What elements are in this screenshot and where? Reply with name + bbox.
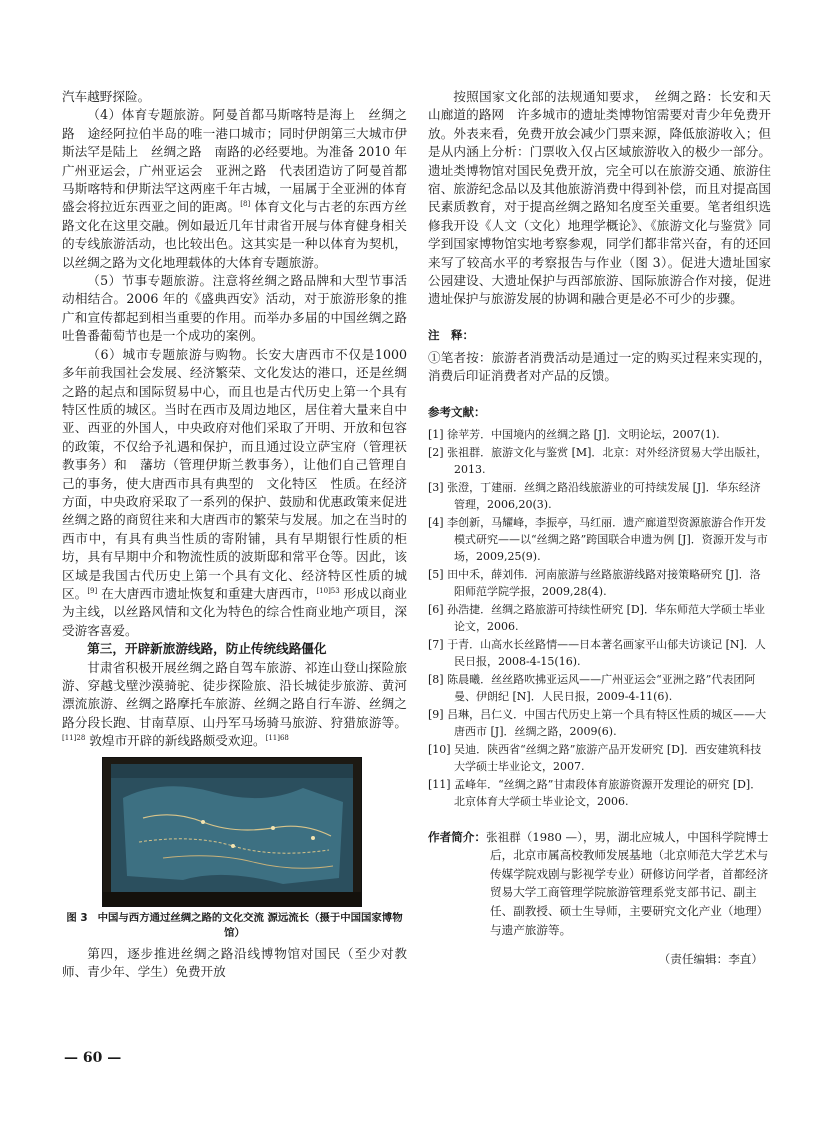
reference-item: [5] 田中禾，薛刘伟．河南旅游与丝路旅游线路对接策略研究 [J]．洛阳师范学院学报，2009,28(4). [428,567,761,598]
reference-item: [4] 李创新，马耀峰，李振亭，马红丽．遗产廊道型资源旅游合作开发模式研究——以“丝绸之路”跨国联合申遗为例 [J]．资源开发与市场，2009,25(9). [428,515,768,563]
citation-8: [8] [240,200,251,209]
references-title: 参考文献： [428,404,486,419]
right-column [428,88,771,967]
paragraph-sports-tourism: （4）体育专题旅游。阿曼首都马斯喀特是海上 丝绸之路 途经阿拉伯半岛的唯一港口城市；同时伊朗第三大城市伊斯法罕是陆上 丝绸之路 南路的必经要地。为准备 2010 年广州亚运会，广州亚运会 亚洲之路 代表团造访了阿曼首都马斯喀特和伊斯法罕这两座千年古城，一届属于全亚洲的体育盛会将拉近东西亚之间的距离。[8] 体育文化与古老的东西方丝路文化在这里交融。例如最近几年甘肃省开展与体育健身相关的专线旅游活动，也比较出色。这其实是一种以体育为契机，以丝绸之路为文化地理载体的大体育专题旅游。 [62,107,407,270]
responsible-editor: （责任编辑：李直） [658,951,763,966]
note-1: ①笔者按：旅游者消费活动是通过一定的购买过程来实现的，消费后印证消费者对产品的反馈。 [428,349,771,384]
figure-silk-road-map-photo [102,757,362,907]
paragraph-museum-policy: 按照国家文化部的法规通知要求， 丝绸之路：长安和天山廊道的路网 许多城市的遗址类博物馆需要对青少年免费开放。外表来看，免费开放会减少门票来源，降低旅游收入；但是从内涵上分析：门票收入仅占区域旅游收入的极少一部分。遗址类博物馆对国民免费开放，完全可以在旅游交通、旅游住宿、旅游纪念品以及其他旅游消费中得到补偿，而且对提高国民素质教育，对于提高丝绸之路知名度至关重要。笔者组织选修我开设《人文（文化）地理学概论》、《旅游文化与鉴赏》同学到国家博物馆实地考察参观，同学们都非常兴奋，有的还回来写了较高水平的考察报告与作业（图 3）。促进大遗址国家公园建设、大遗址保护与西部旅游、国际旅游合作对接，促进遗址保护与旅游发展的协调和融合更是必不可少的步骤。 [428,89,771,307]
citation-9: [9] [87,586,98,595]
citation-10: [10]53 [316,586,340,595]
left-column [62,88,407,981]
notes-title: 注 释： [428,327,474,342]
paragraph-city-tourism: （6）城市专题旅游与购物。长安大唐西市不仅是1000 多年前我国社会发展、经济繁荣、文化发达的港口，还是丝绸之路的起点和国际贸易中心，而且也是古代历史上第一个具有特区性质的城区。当时在西市及周边地区，居住着大量来自中亚、西亚的外国人，中央政府对他们采取了开明、开放和包容的政策，不仅给予礼遇和保护，而且通过设立萨宝府（管理祆教事务）和 藩坊（管理伊斯兰教事务），让他们自己管理自己的事务，使大唐西市具有典型的 文化特区 性质。在经济方面，中央政府采取了一系列的保护、鼓励和优惠政策来促进丝绸之路的商贸往来和大唐西市的繁荣与发展。加之在当时的西市中，有具有典当性质的寄附铺，具有早期银行性质的柜坊，具有早期中介和物流性质的波斯邸和常平仓等。因此，该区域是我国古代历史上第一个具有文化、经济特区性质的城区。[9] 在大唐西市遗址恢复和重建大唐西市，$^{[10]53}$ 形成以商业为主线，以丝路风情和文化为特色的综合性商业地产项目，深受游客喜爱。 [62,346,407,638]
figure-caption: 图 3 中国与西方通过丝绸之路的文化交流 源远流长（摄于中国国家博物馆） [66,911,403,939]
reference-item: [9] 吕琳，吕仁义．中国古代历史上第一个具有特区性质的城区——大唐西市 [J]．丝绸之路，2009(6). [428,707,767,738]
paragraph-continuation: 汽车越野探险。 [62,89,151,104]
citation-11a: [11]28 [62,734,86,743]
reference-item: [11] 孟峰年．“丝绸之路”甘肃段体育旅游资源开发理论的研究 [D]．北京体育大学硕士毕业论文，2006. [428,777,762,808]
author-label: 作者简介： [428,829,486,844]
reference-item: [8] 陈晨曦．丝丝路吹拂亚运风——广州亚运会“亚洲之路”代表团阿曼、伊朗纪 [N]．人民日报，2009-4-11(6). [428,672,756,703]
paragraph-festival-tourism: （5）节事专题旅游。注意将丝绸之路品牌和大型节事活动相结合。2006 年的《盛典西安》活动，对于旅游形象的推广和宣传都起到相当重要的作用。而举办多届的中国丝绸之路吐鲁番葡萄节也是一个成功的案例。 [62,273,407,344]
page-number: — 60 — [64,1050,122,1066]
reference-item: [6] 孙浩捷．丝绸之路旅游可持续性研究 [D]．华东师范大学硕士毕业论文，2006. [428,602,765,633]
paragraph-museum-free: 第四，逐步推进丝绸之路沿线博物馆对国民（至少对教师、青少年、学生）免费开放 [62,945,407,980]
museum-map-image [103,758,361,906]
reference-item: [10] 吴迪．陕西省“丝绸之路”旅游产品开发研究 [D]．西安建筑科技大学硕士毕业论文，2007. [428,742,762,773]
section-heading-third: 第三，开辟新旅游线路，防止传统线路僵化 [87,641,327,657]
citation-11b: [11]68 [265,734,289,743]
reference-item: [2] 张祖群．旅游文化与鉴赏 [M]．北京：对外经济贸易大学出版社，2013. [428,445,768,476]
figure-number: 图 3 [66,911,88,924]
paragraph-new-routes: 甘肃省积极开展丝绸之路自驾车旅游、祁连山登山探险旅游、穿越戈壁沙漠骑驼、徒步探险旅、沿长城徒步旅游、黄河漂流旅游、丝绸之路摩托车旅游、丝绸之路自行车游、丝绸之路分段长跑、甘南草原、山丹军马场骑马旅游、狩猎旅游等。$^{[11]28}$ 敦煌市开辟的新线路颇受欢迎。$^{[11]68}$ [62,659,407,749]
reference-item: [1] 徐苹芳．中国境内的丝绸之路 [J]．文明论坛，2007(1). [428,427,720,441]
author-bio: 作者简介：张祖群（1980 —），男，湖北应城人，中国科学院博士后，北京市属高校教师发展基地（北京师范大学艺术与传媒学院戏剧与影视学专业）研修访问学者，首都经济贸易大学工商管理学院旅游管理系党支部书记、副主任、副教授、硕士生导师，主要研究文化产业（地理）与遗产旅游等。 [428,829,769,937]
references-list [428,426,771,810]
reference-item: [3] 张澄，丁建丽．丝绸之路沿线旅游业的可持续发展 [J]．华东经济管理，2006,20(3). [428,480,761,511]
reference-item: [7] 于青．山高水长丝路情——日本著名画家平山郁夫访谈记 [N]．人民日报，2008-4-15(16). [428,637,766,668]
